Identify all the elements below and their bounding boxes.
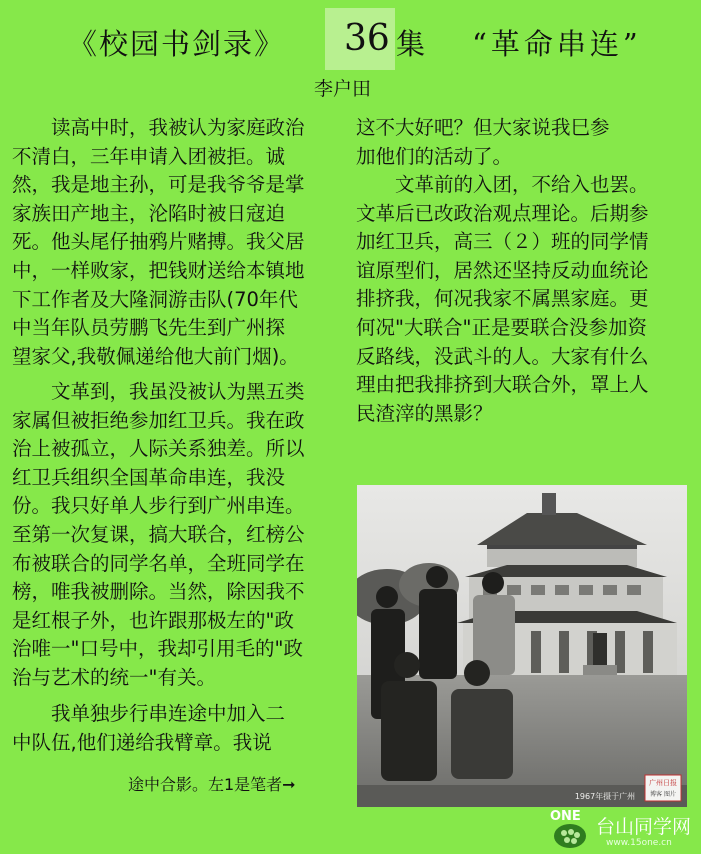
title-bar bbox=[0, 8, 701, 70]
text-line: 文革到，我虽没被认为黑五类 bbox=[12, 380, 305, 403]
text-line: 民渣滓的黑影？ bbox=[356, 401, 493, 425]
logo-text: ONE bbox=[550, 809, 581, 824]
paragraph-4 bbox=[356, 114, 610, 171]
text-line: 反路线，没武斗的人。大家有什么 bbox=[356, 344, 649, 368]
author-name: 李户田 bbox=[314, 78, 372, 100]
text-line: 下工作者及大隆洞游击队(70年代 bbox=[12, 287, 298, 311]
text-line: 加红卫兵，高三（２）班的同学情 bbox=[356, 230, 649, 254]
text-line: 然，我是地主孙，可是我爷爷是掌 bbox=[12, 173, 305, 197]
episode-unit: 集 bbox=[396, 27, 426, 61]
group-photo bbox=[357, 485, 687, 807]
text-line: 家属但被拒绝参加红卫兵。我在政 bbox=[12, 408, 305, 432]
episode-number: 36 bbox=[344, 18, 390, 59]
text-line: 家族田产地主，沦陷时被日寇迫 bbox=[12, 201, 286, 225]
site-name[interactable]: 台山同学网 bbox=[596, 816, 692, 838]
paragraph-2 bbox=[12, 378, 305, 693]
text-line: 加他们的活动了。 bbox=[356, 144, 513, 168]
text-line: 读高中时，我被认为家庭政治 bbox=[12, 116, 305, 139]
photo-caption: 途中合影。左1是笔者➞ bbox=[128, 775, 296, 794]
text-line: 理由把我排挤到大联合外，罩上人 bbox=[356, 373, 649, 397]
logo-icon bbox=[554, 824, 586, 848]
stamp-line-1: 广州日报 bbox=[649, 779, 677, 787]
text-line: 这不大好吧？但大家说我巳参 bbox=[356, 116, 610, 139]
photo-inscription: 1967年摄于广州 bbox=[574, 792, 636, 801]
text-line: 布被联合的同学名单，全班同学在 bbox=[12, 551, 305, 575]
text-line: 排挤我，何况我家不属黑家庭。更 bbox=[356, 287, 649, 311]
text-line: 治上被孤立，人际关系独差。所以 bbox=[12, 437, 305, 461]
photo-illustration bbox=[357, 485, 687, 807]
text-line: 中，一样败家，把钱财送给本镇地 bbox=[12, 258, 305, 282]
text-line: 何况"大联合"正是要联合没参加资 bbox=[356, 315, 647, 339]
text-line: 中队伍,他们递给我臂章。我说 bbox=[12, 730, 272, 754]
episode-title: “革命串连” bbox=[472, 27, 642, 61]
paragraph-1 bbox=[12, 114, 305, 371]
stamp-line-2: 博客 图片 bbox=[650, 791, 676, 798]
text-line: 谊原型们，居然还坚持反动血统论 bbox=[356, 258, 649, 282]
series-title: 《校园书剑录》 bbox=[68, 27, 286, 61]
text-line: 是红根子外，也许跟那极左的"政 bbox=[12, 608, 294, 632]
text-line: 我单独步行串连途中加入二 bbox=[12, 702, 286, 725]
text-line: 文革前的入团，不给入也罢。 bbox=[356, 173, 649, 196]
text-line: 至第一次复课，搞大联合，红榜公 bbox=[12, 522, 305, 546]
text-line: 中当年队员劳鹏飞先生到广州探 bbox=[12, 316, 286, 340]
text-line: 榜，唯我被删除。当然，除因我不 bbox=[12, 580, 305, 604]
site-url[interactable]: www.15one.cn bbox=[606, 838, 672, 848]
text-line: 份。我只好单人步行到广州串连。 bbox=[12, 494, 305, 518]
text-line: 文革后已改政治观点理论。后期参 bbox=[356, 201, 649, 225]
text-line: 治唯一"口号中，我却引用毛的"政 bbox=[12, 637, 303, 661]
text-line: 死。他头尾仔抽鸦片赌搏。我父居 bbox=[12, 230, 305, 254]
paragraph-5 bbox=[356, 171, 649, 428]
text-line: 望家父,我敬佩递给他大前门烟)。 bbox=[12, 344, 299, 368]
text-line: 不清白，三年申请入团被拒。诚 bbox=[12, 144, 286, 168]
text-line: 治与艺术的统一"有关。 bbox=[12, 665, 216, 689]
paragraph-3 bbox=[12, 700, 285, 757]
text-line: 红卫兵组织全国革命串连，我没 bbox=[12, 465, 286, 489]
